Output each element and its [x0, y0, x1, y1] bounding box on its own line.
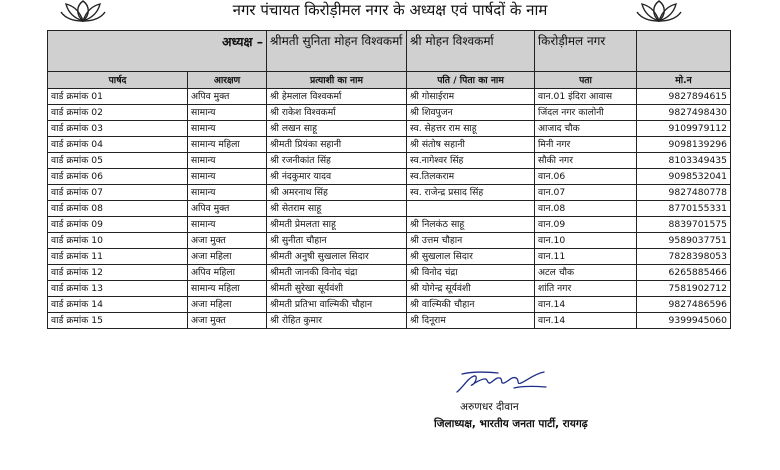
relation-cell: श्री गोसाईराम	[407, 89, 535, 105]
table-row	[48, 201, 731, 217]
mobile-cell: 8839701575	[637, 217, 731, 233]
address-cell: वान.09	[535, 217, 637, 233]
address-cell: वान.07	[535, 185, 637, 201]
ward-cell: वार्ड क्रमांक 01	[48, 89, 188, 105]
candidate-name-cell: श्री हेमलाल विश्वकर्मा	[267, 89, 407, 105]
mobile-cell: 9827894615	[637, 89, 731, 105]
relation-cell: श्री वाल्मिकी चौहान	[407, 297, 535, 313]
table-row	[48, 137, 731, 153]
ward-cell: वार्ड क्रमांक 03	[48, 121, 188, 137]
reservation-cell: सामान्य	[188, 105, 267, 121]
header-address: पता	[535, 72, 637, 89]
reservation-cell: सामान्य महिला	[188, 137, 267, 153]
address-cell: वान.08	[535, 201, 637, 217]
relation-cell: स्व. सेहत्तर राम साहू	[407, 121, 535, 137]
address-cell: वान.10	[535, 233, 637, 249]
header-ward: पार्षद	[48, 72, 188, 89]
ward-cell: वार्ड क्रमांक 12	[48, 265, 188, 281]
president-blank	[637, 31, 731, 72]
reservation-cell: सामान्य	[188, 153, 267, 169]
header-reservation: आरक्षण	[188, 72, 267, 89]
candidate-name-cell: श्री रोहित कुमार	[267, 313, 407, 329]
reservation-cell: अपिव मुक्त	[188, 89, 267, 105]
candidate-name-cell: श्रीमती जानकी विनोद चंद्रा	[267, 265, 407, 281]
ward-cell: वार्ड क्रमांक 02	[48, 105, 188, 121]
table-row	[48, 169, 731, 185]
candidate-name-cell: श्रीमती प्रेमलता साहू	[267, 217, 407, 233]
table-row	[48, 121, 731, 137]
reservation-cell: सामान्य	[188, 185, 267, 201]
table-row	[48, 185, 731, 201]
candidate-name-cell: श्री लखन साहू	[267, 121, 407, 137]
ward-cell: वार्ड क्रमांक 06	[48, 169, 188, 185]
ward-cell: वार्ड क्रमांक 08	[48, 201, 188, 217]
mobile-cell: 9098139296	[637, 137, 731, 153]
ward-cell: वार्ड क्रमांक 10	[48, 233, 188, 249]
relation-cell: श्री निलकंठ साहू	[407, 217, 535, 233]
reservation-cell: अजा महिला	[188, 249, 267, 265]
relation-cell: स्व. राजेन्द्र प्रसाद सिंह	[407, 185, 535, 201]
address-cell: वान.06	[535, 169, 637, 185]
table-row	[48, 281, 731, 297]
candidate-name-cell: श्री राकेश विश्वकर्मा	[267, 105, 407, 121]
reservation-cell: अजा महिला	[188, 297, 267, 313]
relation-cell: श्री विनोद चंद्रा	[407, 265, 535, 281]
relation-cell: स्व.तिलकराम	[407, 169, 535, 185]
header-row	[48, 72, 731, 89]
header-relation: पति / पिता का नाम	[407, 72, 535, 89]
ward-cell: वार्ड क्रमांक 05	[48, 153, 188, 169]
ward-cell: वार्ड क्रमांक 14	[48, 297, 188, 313]
table-row	[48, 265, 731, 281]
mobile-cell: 9827480778	[637, 185, 731, 201]
president-address: किरोड़ीमल नगर	[535, 31, 637, 72]
reservation-cell: अपिव महिला	[188, 265, 267, 281]
candidate-name-cell: श्री नंदकुमार यादव	[267, 169, 407, 185]
ward-cell: वार्ड क्रमांक 11	[48, 249, 188, 265]
ward-cell: वार्ड क्रमांक 13	[48, 281, 188, 297]
reservation-cell: सामान्य	[188, 169, 267, 185]
signature-image	[454, 366, 552, 396]
mobile-cell: 9109979112	[637, 121, 731, 137]
ward-cell: वार्ड क्रमांक 15	[48, 313, 188, 329]
president-name: श्रीमती सुनिता मोहन विश्वकर्मा	[267, 31, 407, 72]
president-relation: श्री मोहन विश्वकर्मा	[407, 31, 535, 72]
reservation-cell: सामान्य	[188, 121, 267, 137]
councillor-table	[47, 30, 731, 329]
address-cell: वान.14	[535, 297, 637, 313]
reservation-cell: अजा मुक्त	[188, 233, 267, 249]
reservation-cell: सामान्य	[188, 217, 267, 233]
mobile-cell: 8770155331	[637, 201, 731, 217]
address-cell: शांति नगर	[535, 281, 637, 297]
address-cell: वान.11	[535, 249, 637, 265]
address-cell: वान.14	[535, 313, 637, 329]
table-row	[48, 297, 731, 313]
relation-cell	[407, 201, 535, 217]
header-candidate: प्रत्याशी का नाम	[267, 72, 407, 89]
mobile-cell: 8103349435	[637, 153, 731, 169]
relation-cell: स्व.नागेश्वर सिंह	[407, 153, 535, 169]
page-title: नगर पंचायत किरोड़ीमल नगर के अध्यक्ष एवं पार्षदों के नाम	[232, 1, 548, 19]
president-row	[48, 31, 731, 72]
ward-cell: वार्ड क्रमांक 07	[48, 185, 188, 201]
relation-cell: श्री शिवपुजन	[407, 105, 535, 121]
mobile-cell: 9827498430	[637, 105, 731, 121]
header-mobile: मो.न	[637, 72, 731, 89]
candidate-name-cell: श्रीमती प्रियंका सहानी	[267, 137, 407, 153]
address-cell: सौकी नगर	[535, 153, 637, 169]
mobile-cell: 9399945060	[637, 313, 731, 329]
candidate-name-cell: श्रीमती अनुषी सुखलाल सिदार	[267, 249, 407, 265]
table-row	[48, 153, 731, 169]
table-row	[48, 249, 731, 265]
address-cell: मिनी नगर	[535, 137, 637, 153]
reservation-cell: अजा मुक्त	[188, 313, 267, 329]
president-label: अध्यक्ष –	[48, 31, 267, 72]
table-row	[48, 217, 731, 233]
relation-cell: श्री संतोष सहानी	[407, 137, 535, 153]
mobile-cell: 7828398053	[637, 249, 731, 265]
mobile-cell: 9827486596	[637, 297, 731, 313]
table-row	[48, 233, 731, 249]
candidate-name-cell: श्री अमरनाथ सिंह	[267, 185, 407, 201]
signatory-designation: जिलाध्यक्ष, भारतीय जनता पार्टी, रायगढ़	[434, 418, 588, 430]
address-cell: आजाद चौक	[535, 121, 637, 137]
address-cell: जिंदल नगर कालोनी	[535, 105, 637, 121]
candidate-name-cell: श्री सुनीता चौहान	[267, 233, 407, 249]
relation-cell: श्री योगेन्द्र सूर्यवंशी	[407, 281, 535, 297]
relation-cell: श्री सुखलाल सिदार	[407, 249, 535, 265]
relation-cell: श्री उत्तम चौहान	[407, 233, 535, 249]
candidate-name-cell: श्री रजनीकांत सिंह	[267, 153, 407, 169]
mobile-cell: 9098532041	[637, 169, 731, 185]
relation-cell: श्री दिनूराम	[407, 313, 535, 329]
address-cell: अटल चौक	[535, 265, 637, 281]
mobile-cell: 6265885466	[637, 265, 731, 281]
table-row	[48, 313, 731, 329]
table-row	[48, 105, 731, 121]
reservation-cell: अपिव मुक्त	[188, 201, 267, 217]
reservation-cell: सामान्य महिला	[188, 281, 267, 297]
address-cell: वान.01 इंदिरा आवास	[535, 89, 637, 105]
ward-cell: वार्ड क्रमांक 04	[48, 137, 188, 153]
ward-cell: वार्ड क्रमांक 09	[48, 217, 188, 233]
candidate-name-cell: श्री सेतराम साहू	[267, 201, 407, 217]
signatory-name: अरुणधर दीवान	[460, 401, 519, 413]
candidate-name-cell: श्रीमती सुरेखा सूर्यवंशी	[267, 281, 407, 297]
mobile-cell: 9589037751	[637, 233, 731, 249]
candidate-name-cell: श्रीमती प्रतिभा वाल्मिकी चौहान	[267, 297, 407, 313]
table-row	[48, 89, 731, 105]
mobile-cell: 7581902712	[637, 281, 731, 297]
